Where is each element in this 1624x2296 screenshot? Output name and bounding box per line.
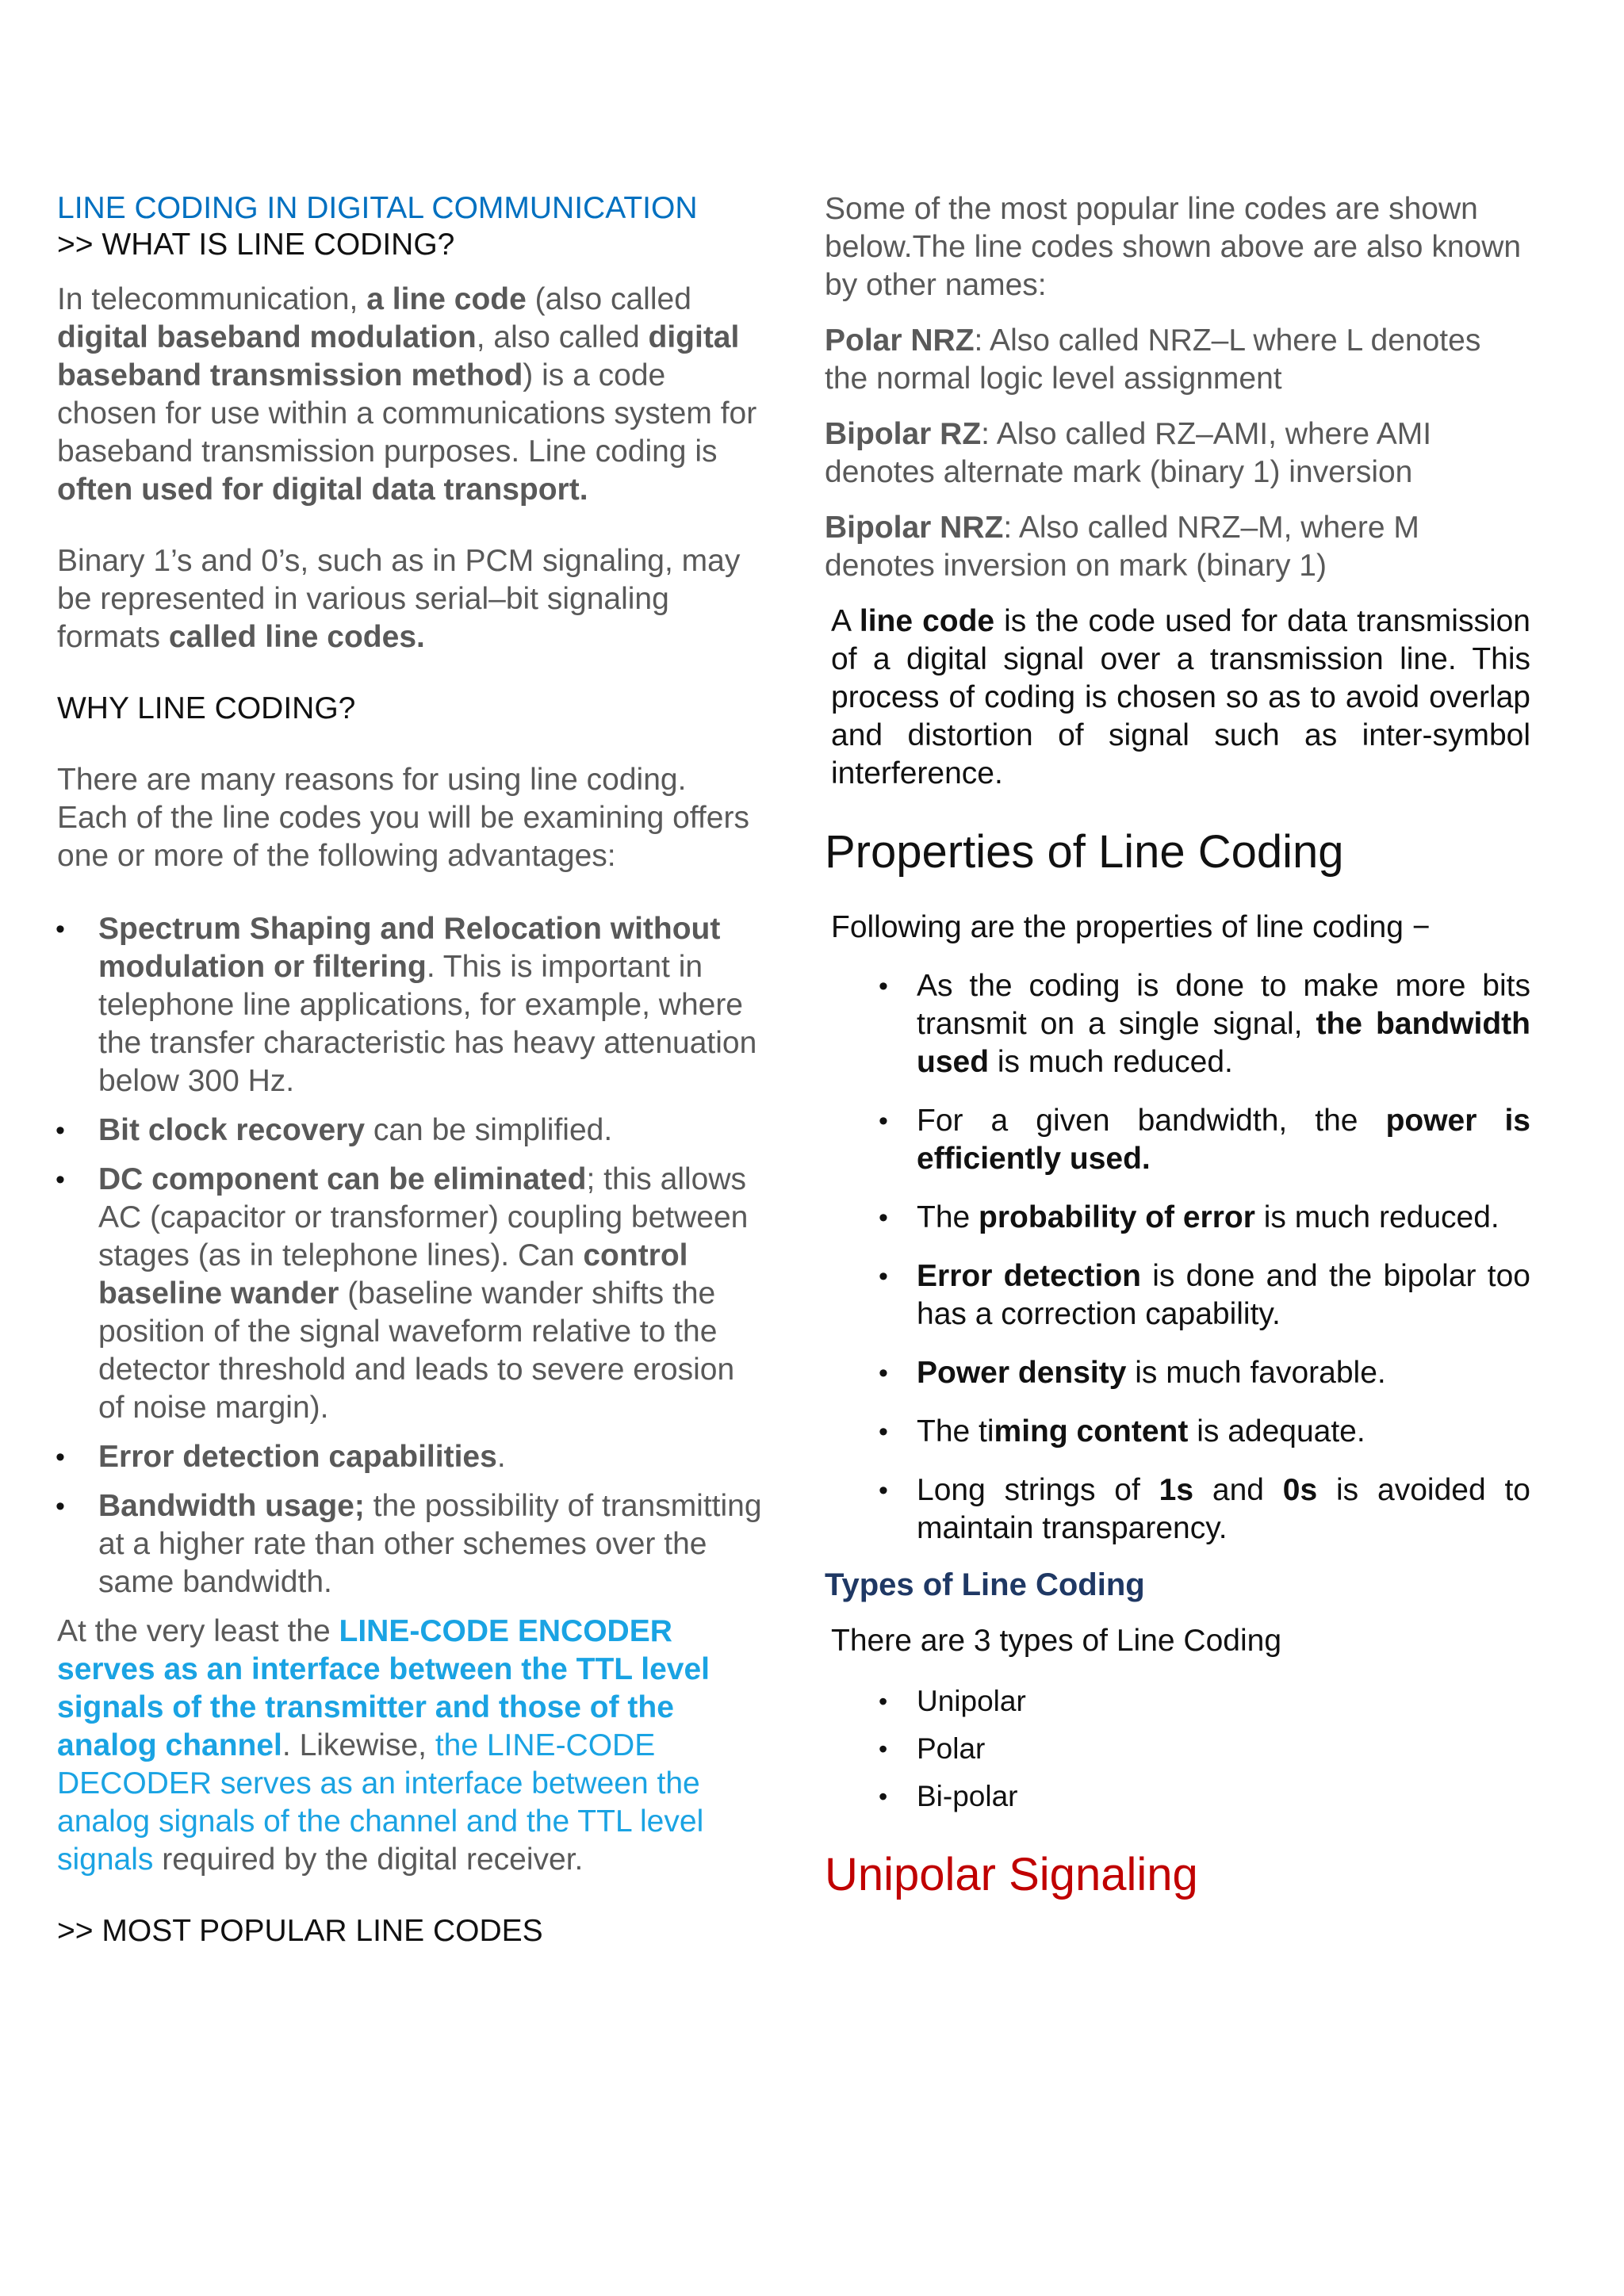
list-item	[882, 1102, 1530, 1178]
code-name: Polar NRZ	[825, 323, 975, 358]
property-text-2: is much favorable.	[1126, 1356, 1386, 1390]
property-bold: Power density	[917, 1356, 1127, 1390]
popular-heading: >> MOST POPULAR LINE CODES	[57, 1914, 543, 1948]
list-item	[57, 1438, 763, 1476]
advantage-text: ; this allows AC (capacitor or transformer) coupling between stages (as in telephone lines). Can	[98, 1162, 749, 1272]
what-heading: >> WHAT IS LINE CODING?	[57, 228, 455, 262]
encoder-text-2: . Likewise,	[282, 1728, 435, 1762]
encoder-highlight-1: LINE-CODE ENCODER serves as an interface between the TTL level signals of the transmitter and those of the analog channel	[57, 1614, 710, 1762]
property-text: The	[917, 1200, 979, 1234]
encoder-highlight-2: the LINE-CODE DECODER serves as an interface between the analog signals of the channel and the TTL level signals	[57, 1728, 704, 1877]
definition-text-1: A	[831, 604, 860, 638]
property-bold: 1s	[1159, 1473, 1194, 1507]
property-text: Long strings of	[917, 1473, 1159, 1507]
list-item: • Polar	[882, 1730, 1530, 1768]
list-item	[57, 910, 763, 1100]
advantage-bold: Bit clock recovery	[98, 1113, 366, 1147]
encoder-text-3: required by the digital receiver.	[153, 1843, 584, 1877]
why-heading: WHY LINE CODING?	[57, 691, 356, 725]
right-column	[825, 190, 1530, 1903]
property-bold: probability of error	[979, 1200, 1255, 1234]
intro-bold-4: often used for digital data transport.	[57, 473, 588, 507]
advantage-text: the possibility of transmitting at a higher rate than other schemes over the same bandwidth.	[98, 1489, 762, 1599]
code-desc: : Also called NRZ–M, where M denotes inversion on mark (binary 1)	[825, 511, 1419, 583]
property-text-3: is avoided to maintain transparency.	[917, 1473, 1530, 1545]
code-polar-nrz	[825, 322, 1530, 398]
intro-text-1: In telecommunication,	[57, 282, 367, 316]
property-bold: power is efficiently used.	[917, 1104, 1530, 1176]
intro-bold-2: digital baseband modulation	[57, 320, 477, 354]
list-item	[882, 1413, 1530, 1451]
encoder-paragraph	[57, 1613, 763, 1879]
advantage-bold-2: control baseline wander	[98, 1238, 688, 1311]
properties-heading: Properties of Line Coding	[825, 826, 1344, 878]
binary-bold: called line codes.	[168, 620, 425, 654]
code-name: Bipolar RZ	[825, 417, 982, 451]
property-text-2: is adequate.	[1188, 1414, 1365, 1448]
property-bold: the bandwidth used	[917, 1007, 1530, 1079]
left-column	[57, 190, 763, 1950]
intro-paragraph	[57, 281, 763, 509]
code-name: Bipolar NRZ	[825, 511, 1004, 545]
encoder-text-1: At the very least the	[57, 1614, 339, 1648]
list-item	[882, 1257, 1530, 1334]
code-bipolar-rz	[825, 415, 1530, 492]
list-item	[57, 1161, 763, 1427]
types-list	[882, 1682, 1530, 1816]
code-bipolar-nrz	[825, 509, 1530, 585]
property-text-2: is much reduced.	[1254, 1200, 1500, 1234]
intro-bold-1: a line code	[366, 282, 527, 316]
list-item	[882, 1471, 1530, 1548]
property-bold-2: 0s	[1282, 1473, 1318, 1507]
definition-paragraph	[825, 603, 1530, 793]
property-text: For a given bandwidth, the	[917, 1104, 1386, 1138]
definition-bold: line code	[859, 604, 995, 638]
list-item	[57, 1487, 763, 1601]
advantage-text: can be simplified.	[365, 1113, 613, 1147]
list-item	[57, 1112, 763, 1150]
popular-intro: Some of the most popular line codes are shown below.The line codes shown above are also known by other names:	[825, 192, 1522, 302]
unipolar-heading: Unipolar Signaling	[825, 1849, 1198, 1900]
binary-paragraph	[57, 542, 763, 656]
advantages-list	[57, 910, 763, 1601]
intro-text-4: ) is a code chosen for use within a communications system for baseband transmission purposes. Line coding is	[57, 358, 757, 469]
list-item	[882, 1199, 1530, 1237]
property-text-2: and	[1193, 1473, 1283, 1507]
property-text: The ti	[917, 1414, 994, 1448]
property-text-2: is done and the bipolar too has a correction capability.	[917, 1259, 1530, 1331]
property-text: As the coding is done to make more bits transmit on a single signal,	[917, 969, 1530, 1041]
properties-list	[882, 967, 1530, 1548]
definition-text-2: is the code used for data transmission of a digital signal over a transmission line. This process of coding is chosen so as to avoid overlap and distortion of signal such as inter-symbol interference.	[831, 604, 1530, 790]
code-desc: : Also called RZ–AMI, where AMI denotes alternate mark (binary 1) inversion	[825, 417, 1432, 489]
document-title: LINE CODING IN DIGITAL COMMUNICATION	[57, 191, 698, 225]
advantage-text-2: (baseline wander shifts the position of the signal waveform relative to the detector threshold and leads to severe erosion of noise margin).	[98, 1276, 735, 1425]
intro-text-2: (also called	[526, 282, 691, 316]
property-text-2: is much reduced.	[989, 1045, 1233, 1079]
list-item	[882, 967, 1530, 1081]
types-heading: Types of Line Coding	[825, 1567, 1145, 1602]
list-item: • Unipolar	[882, 1682, 1530, 1720]
advantage-text: . This is important in telephone line applications, for example, where the transfer characteristic has heavy attenuation below 300 Hz.	[98, 950, 757, 1098]
code-desc: : Also called NRZ–L where L denotes the normal logic level assignment	[825, 323, 1481, 396]
advantage-bold: Bandwidth usage;	[98, 1489, 365, 1523]
reasons-paragraph: There are many reasons for using line coding. Each of the line codes you will be examining offers one or more of the following advantages:	[57, 763, 749, 873]
advantage-bold: DC component can be eliminated	[98, 1162, 587, 1196]
intro-text-3: , also called	[476, 320, 649, 354]
advantage-text: .	[496, 1440, 506, 1474]
types-intro: There are 3 types of Line Coding	[831, 1624, 1282, 1658]
binary-text: Binary 1’s and 0’s, such as in PCM signaling, may be represented in various serial–bit signaling formats	[57, 544, 741, 654]
list-item	[882, 1354, 1530, 1392]
property-bold: ming content	[994, 1414, 1189, 1448]
list-item: • Bi-polar	[882, 1777, 1530, 1816]
properties-intro: Following are the properties of line coding −	[831, 910, 1431, 944]
advantage-bold: Error detection capabilities	[98, 1440, 497, 1474]
intro-bold-3: digital baseband transmission method	[57, 320, 740, 392]
advantage-bold: Spectrum Shaping and Relocation without modulation or filtering	[98, 912, 721, 984]
property-bold: Error detection	[917, 1259, 1141, 1293]
